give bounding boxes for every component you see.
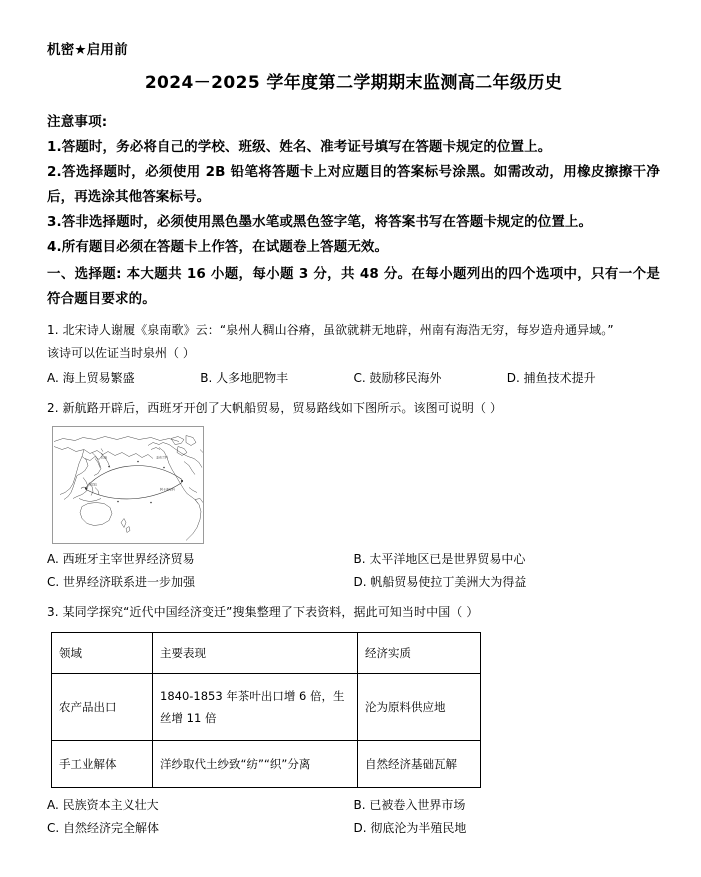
map-label-san-blanco: 圣布兰科	[156, 455, 169, 460]
question-3-option-a[interactable]: A. 民族资本主义壮大	[47, 798, 159, 812]
question-3-option-b[interactable]: B. 已被卷入世界市场	[353, 798, 466, 812]
map-label-acapulco: 阿卡普尔科	[160, 487, 176, 492]
question-2-option-c[interactable]: C. 世界经济联系进一步加强	[47, 575, 196, 589]
table-header-manifestation: 主要表现	[153, 633, 358, 674]
question-1-option-b[interactable]: B. 人多地肥物丰	[200, 371, 289, 385]
question-1-stem: 1. 北宋诗人谢履《泉南歌》云：“泉州人稠山谷瘠，虽欲就耕无地辟，州南有海浩无穷，每岁造舟通异域。”	[47, 323, 614, 337]
question-3-stem: 3. 某同学探究“近代中国经济变迁”搜集整理了下表资料，据此可知当时中国（ ）	[47, 605, 479, 619]
pacific-galleon-trade-route-map	[52, 426, 204, 544]
instructions-heading: 注意事项:	[47, 114, 108, 130]
question-2-options	[47, 548, 660, 594]
question-3-table	[51, 632, 481, 788]
page-title: 2024－2025 学年度第二学期期末监测高二年级历史	[144, 73, 563, 93]
table-cell-domain-1: 农产品出口	[52, 674, 153, 741]
question-3-option-c[interactable]: C. 自然经济完全解体	[47, 821, 160, 835]
instruction-item-3: 3.答非选择题时，必须使用黑色墨水笔或黑色签字笔，将答案书写在答题卡规定的位置上。	[47, 214, 593, 230]
table-row	[52, 741, 481, 788]
map-label-nagasaki: 长崎	[101, 455, 108, 460]
instruction-item-4: 4.所有题目必须在答题卡上作答，在试题卷上答题无效。	[47, 239, 389, 255]
table-cell-essence-2: 自然经济基础瓦解	[358, 741, 481, 788]
instruction-item-2: 2.答选择题时，必须使用 2B 铅笔将答题卡上对应题目的答案标号涂黑。如需改动，用橡皮擦擦干净后，再选涂其他答案标号。	[47, 164, 660, 205]
question-2-figure	[52, 426, 660, 544]
question-2-option-b[interactable]: B. 太平洋地区已是世界贸易中心	[353, 552, 526, 566]
table-row	[52, 674, 481, 741]
table-cell-essence-1: 沦为原料供应地	[358, 674, 481, 741]
table-header-essence: 经济实质	[358, 633, 481, 674]
page-content	[47, 40, 660, 840]
question-1-option-c[interactable]: C. 鼓励移民海外	[353, 371, 442, 385]
question-1-option-a[interactable]: A. 海上贸易繁盛	[47, 371, 135, 385]
exam-instructions	[47, 110, 660, 260]
question-1-option-d[interactable]: D. 捕鱼技术提升	[506, 371, 596, 385]
question-2-option-a[interactable]: A. 西班牙主宰世界经济贸易	[47, 552, 195, 566]
question-1-options	[47, 367, 660, 390]
question-1	[47, 319, 660, 390]
world-map-graphic	[53, 427, 203, 543]
table-cell-manifestation-1: 1840-1853 年茶叶出口增 6 倍，生丝增 11 倍	[153, 674, 358, 741]
table-cell-manifestation-2: 洋纱取代土纱致“纺”“织”分离	[153, 741, 358, 788]
question-1-subline: 该诗可以佐证当时泉州（ ）	[47, 346, 195, 360]
secrecy-notice: 机密★启用前	[47, 42, 128, 58]
map-label-manila: 马尼拉	[88, 482, 98, 487]
section-heading-multiple-choice: 一、选择题: 本大题共 16 小题，每小题 3 分，共 48 分。在每小题列出的四个选项中，只有一个是符合题目要求的。	[47, 266, 660, 307]
question-3-option-d[interactable]: D. 彻底沦为半殖民地	[353, 821, 467, 835]
question-2	[47, 397, 660, 594]
question-3	[47, 601, 660, 840]
table-cell-domain-2: 手工业解体	[52, 741, 153, 788]
table-header-domain: 领域	[52, 633, 153, 674]
instruction-item-1: 1.答题时，务必将自己的学校、班级、姓名、准考证号填写在答题卡规定的位置上。	[47, 139, 552, 155]
question-3-options	[47, 794, 660, 840]
table-header-row	[52, 633, 481, 674]
question-2-option-d[interactable]: D. 帆船贸易使拉丁美洲大为得益	[353, 575, 527, 589]
question-2-stem: 2. 新航路开辟后，西班牙开创了大帆船贸易，贸易路线如下图所示。该图可说明（ ）	[47, 401, 503, 415]
